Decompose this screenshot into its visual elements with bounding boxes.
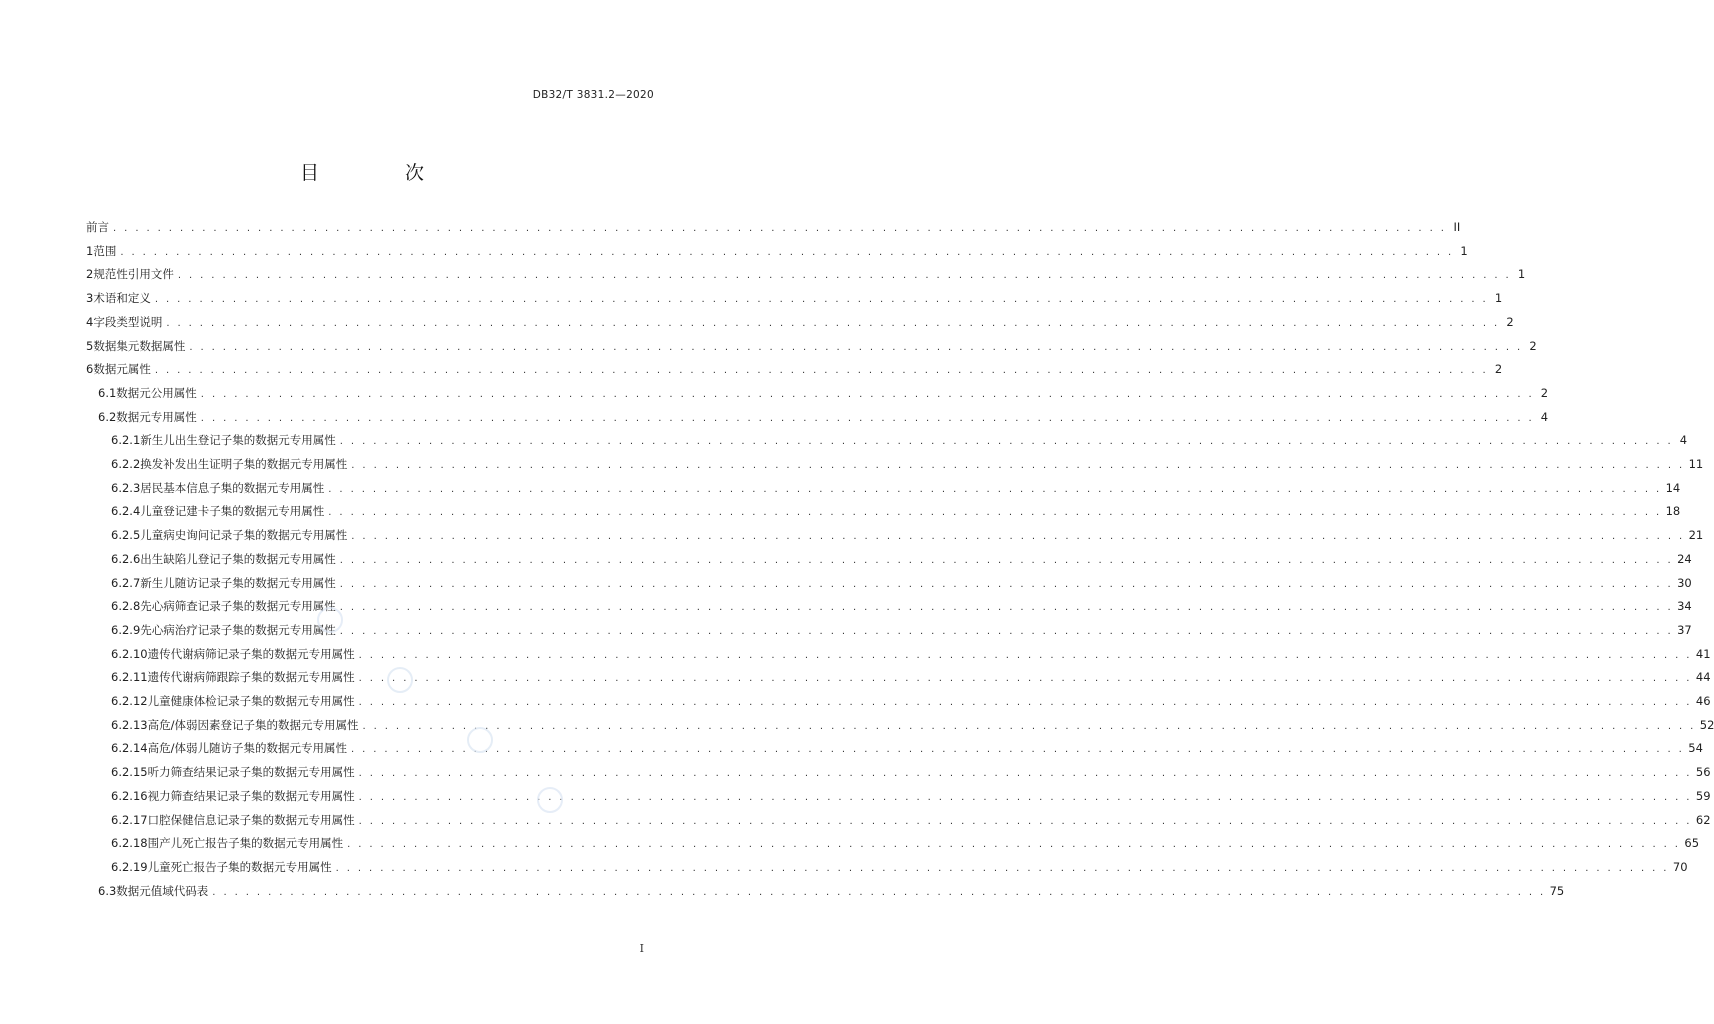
page-number: I	[639, 942, 644, 955]
toc-entry-number: 6.2.11	[111, 670, 148, 685]
toc-entry-label: 视力筛查结果记录子集的数据元专用属性	[147, 788, 355, 803]
toc-leader-dots: . . . . . . . . . . . . . . . . . . . . . . . . . . . . . . . . . . . . . . . . . . . . . . . . . . . . . . . . . . . . . . . . . . . . . . . . . . . . . . . . . . . . . . . . . . . . . . . . . . . . . . . . . . . . . . . . . . . . . . . .	[339, 625, 1674, 637]
toc-entry-number: 6.2.1	[111, 433, 141, 448]
toc-entry[interactable]	[111, 858, 1688, 876]
toc-entry-number: 6.2.2	[111, 457, 141, 471]
toc-entry[interactable]	[111, 431, 1688, 449]
toc-entry-label: 字段类型说明	[93, 314, 163, 329]
toc-entry-page: 1	[1494, 291, 1503, 306]
toc-leader-dots: . . . . . . . . . . . . . . . . . . . . . . . . . . . . . . . . . . . . . . . . . . . . . . . . . . . . . . . . . . . . . . . . . . . . . . . . . . . . . . . . . . . . . . . . . . . . . . . . . . . . . . . . . . . . . . . . . . . . . . . .	[200, 388, 1535, 400]
toc-entry[interactable]	[111, 787, 1711, 805]
toc-entry[interactable]	[86, 289, 1503, 307]
toc-entry-label: 新生儿随访记录子集的数据元专用属性	[140, 575, 336, 590]
toc-leader-dots: . . . . . . . . . . . . . . . . . . . . . . . . . . . . . . . . . . . . . . . . . . . . . . . . . . . . . . . . . . . . . . . . . . . . . . . . . . . . . . . . . . . . . . . . . . . . . . . . . . . . . . . . . . . . . . . . . . . . . . . .	[351, 531, 1685, 543]
toc-leader-dots: . . . . . . . . . . . . . . . . . . . . . . . . . . . . . . . . . . . . . . . . . . . . . . . . . . . . . . . . . . . . . . . . . . . . . . . . . . . . . . . . . . . . . . . . . . . . . . . . . . . . . . . . . . . . . . . . . . . . . . . .	[177, 270, 1512, 282]
toc-entry[interactable]	[111, 716, 1714, 734]
toc-entry-label: 数据元值域代码表	[116, 883, 209, 898]
toc-leader-dots: . . . . . . . . . . . . . . . . . . . . . . . . . . . . . . . . . . . . . . . . . . . . . . . . . . . . . . . . . . . . . . . . . . . . . . . . . . . . . . . . . . . . . . . . . . . . . . . . . . . . . . . . . . . . . . . . . . . . . . . .	[358, 649, 1692, 661]
toc-entry-page: 59	[1695, 788, 1711, 803]
toc-title: 目 次	[299, 162, 465, 184]
toc-entry-page: 4	[1540, 409, 1549, 424]
toc-leader-dots: . . . . . . . . . . . . . . . . . . . . . . . . . . . . . . . . . . . . . . . . . . . . . . . . . . . . . . . . . . . . . . . . . . . . . . . . . . . . . . . . . . . . . . . . . . . . . . . . . . . . . . . . . . . . . . . . . . . . . . . .	[339, 602, 1674, 614]
toc-entry-label: 高危/体弱因素登记子集的数据元专用属性	[147, 717, 359, 732]
toc-entry-page: 4	[1679, 433, 1688, 448]
toc-entry-label: 遗传代谢病筛记录子集的数据元专用属性	[147, 646, 355, 661]
toc-entry-page: 46	[1695, 694, 1711, 708]
toc-entry-page: 30	[1677, 575, 1692, 590]
toc-entry-label: 范围	[93, 243, 117, 258]
toc-leader-dots: . . . . . . . . . . . . . . . . . . . . . . . . . . . . . . . . . . . . . . . . . . . . . . . . . . . . . . . . . . . . . . . . . . . . . . . . . . . . . . . . . . . . . . . . . . . . . . . . . . . . . . . . . . . . . . . . . . . . . . . .	[120, 246, 1454, 258]
toc-entry-label: 先心病治疗记录子集的数据元专用属性	[140, 622, 336, 637]
toc-leader-dots: . . . . . . . . . . . . . . . . . . . . . . . . . . . . . . . . . . . . . . . . . . . . . . . . . . . . . . . . . . . . . . . . . . . . . . . . . . . . . . . . . . . . . . . . . . . . . . . . . . . . . . . . . . . . . . . . . . . . . . . .	[347, 839, 1681, 851]
toc-entry-label: 儿童病史询问记录子集的数据元专用属性	[140, 528, 348, 543]
toc-entry-page: 2	[1506, 314, 1514, 329]
toc-entry-number: 6.2.7	[111, 575, 141, 590]
toc-entry-number: 6.2.19	[111, 859, 148, 874]
toc-entry-page: 52	[1699, 717, 1714, 732]
toc-entry[interactable]	[111, 479, 1681, 497]
toc-leader-dots: . . . . . . . . . . . . . . . . . . . . . . . . . . . . . . . . . . . . . . . . . . . . . . . . . . . . . . . . . . . . . . . . . . . . . . . . . . . . . . . . . . . . . . . . . . . . . . . . . . . . . . . . . . . . . . . . . . . . . . . .	[166, 317, 1500, 329]
toc-entry-number: 6.2.10	[111, 646, 148, 661]
toc-entry-page: 70	[1672, 859, 1688, 874]
toc-leader-dots: . . . . . . . . . . . . . . . . . . . . . . . . . . . . . . . . . . . . . . . . . . . . . . . . . . . . . . . . . . . . . . . . . . . . . . . . . . . . . . . . . . . . . . . . . . . . . . . . . . . . . . . . . . . . . . . . . . . . . . . .	[339, 436, 1674, 448]
toc-leader-dots: . . . . . . . . . . . . . . . . . . . . . . . . . . . . . . . . . . . . . . . . . . . . . . . . . . . . . . . . . . . . . . . . . . . . . . . . . . . . . . . . . . . . . . . . . . . . . . . . . . . . . . . . . . . . . . . . . . . . . . . .	[358, 697, 1692, 708]
toc-entry[interactable]	[111, 668, 1711, 686]
toc-leader-dots: . . . . . . . . . . . . . . . . . . . . . . . . . . . . . . . . . . . . . . . . . . . . . . . . . . . . . . . . . . . . . . . . . . . . . . . . . . . . . . . . . . . . . . . . . . . . . . . . . . . . . . . . . . . . . . . . . . . . . . . .	[154, 365, 1489, 377]
toc-entry[interactable]	[111, 621, 1692, 639]
toc-entry-number: 3	[86, 291, 94, 306]
toc-leader-dots: . . . . . . . . . . . . . . . . . . . . . . . . . . . . . . . . . . . . . . . . . . . . . . . . . . . . . . . . . . . . . . . . . . . . . . . . . . . . . . . . . . . . . . . . . . . . . . . . . . . . . . . . . . . . . . . . . . . . . . . .	[350, 744, 1685, 756]
toc-entry-number: 6	[86, 362, 94, 377]
toc-entry-page: 41	[1695, 646, 1711, 661]
toc-entry-page: II	[1453, 220, 1461, 234]
toc-entry[interactable]	[86, 360, 1503, 378]
toc-entry[interactable]	[111, 550, 1692, 568]
toc-entry-number: 2	[86, 267, 94, 282]
toc-entry-label: 听力筛查结果记录子集的数据元专用属性	[147, 765, 355, 780]
toc-entry[interactable]	[86, 337, 1537, 355]
toc-entry-page: 2	[1540, 385, 1549, 400]
toc-entry[interactable]	[111, 502, 1681, 520]
toc-entry[interactable]	[98, 384, 1549, 402]
toc-entry-label: 先心病筛查记录子集的数据元专用属性	[140, 599, 336, 614]
toc-entry[interactable]	[111, 455, 1704, 473]
toc-entry-number: 5	[86, 338, 94, 353]
toc-entry[interactable]	[111, 811, 1711, 829]
toc-entry[interactable]	[86, 265, 1526, 283]
toc-leader-dots: . . . . . . . . . . . . . . . . . . . . . . . . . . . . . . . . . . . . . . . . . . . . . . . . . . . . . . . . . . . . . . . . . . . . . . . . . . . . . . . . . . . . . . . . . . . . . . . . . . . . . . . . . . . . . . . . . . . . . . . .	[339, 554, 1674, 566]
toc-entry-page: 56	[1695, 765, 1711, 780]
toc-entry-number: 6.2.17	[111, 812, 148, 827]
toc-entry-page: 62	[1695, 812, 1711, 827]
toc-entry[interactable]	[111, 763, 1711, 781]
toc-entry-number: 6.2	[98, 409, 117, 424]
toc-leader-dots: . . . . . . . . . . . . . . . . . . . . . . . . . . . . . . . . . . . . . . . . . . . . . . . . . . . . . . . . . . . . . . . . . . . . . . . . . . . . . . . . . . . . . . . . . . . . . . . . . . . . . . . . . . . . . . . . . . . . . . . .	[212, 886, 1546, 898]
toc-entry-number: 6.2.14	[111, 741, 148, 756]
toc-entry-page: 14	[1665, 480, 1681, 495]
toc-leader-dots: . . . . . . . . . . . . . . . . . . . . . . . . . . . . . . . . . . . . . . . . . . . . . . . . . . . . . . . . . . . . . . . . . . . . . . . . . . . . . . . . . . . . . . . . . . . . . . . . . . . . . . . . . . . . . . . . . . . . . . . .	[113, 223, 1447, 234]
toc-entry-label: 数据元公用属性	[116, 385, 197, 400]
toc-leader-dots: . . . . . . . . . . . . . . . . . . . . . . . . . . . . . . . . . . . . . . . . . . . . . . . . . . . . . . . . . . . . . . . . . . . . . . . . . . . . . . . . . . . . . . . . . . . . . . . . . . . . . . . . . . . . . . . . . . . . . . . .	[335, 862, 1669, 874]
toc-entry-page: 37	[1677, 622, 1692, 637]
toc-entry[interactable]	[86, 242, 1468, 260]
toc-leader-dots: . . . . . . . . . . . . . . . . . . . . . . . . . . . . . . . . . . . . . . . . . . . . . . . . . . . . . . . . . . . . . . . . . . . . . . . . . . . . . . . . . . . . . . . . . . . . . . . . . . . . . . . . . . . . . . . . . . . . . . . .	[328, 507, 1662, 519]
toc-leader-dots: . . . . . . . . . . . . . . . . . . . . . . . . . . . . . . . . . . . . . . . . . . . . . . . . . . . . . . . . . . . . . . . . . . . . . . . . . . . . . . . . . . . . . . . . . . . . . . . . . . . . . . . . . . . . . . . . . . . . . . . .	[328, 483, 1662, 495]
toc-entry-label: 新生儿出生登记子集的数据元专用属性	[140, 433, 336, 448]
toc-entry-page: 2	[1494, 362, 1503, 377]
toc-entry-number: 6.1	[98, 385, 117, 400]
toc-entry-label: 数据元属性	[93, 362, 151, 377]
toc-leader-dots: . . . . . . . . . . . . . . . . . . . . . . . . . . . . . . . . . . . . . . . . . . . . . . . . . . . . . . . . . . . . . . . . . . . . . . . . . . . . . . . . . . . . . . . . . . . . . . . . . . . . . . . . . . . . . . . . . . . . . . . .	[189, 341, 1523, 353]
toc-entry[interactable]	[111, 574, 1692, 592]
toc-leader-dots: . . . . . . . . . . . . . . . . . . . . . . . . . . . . . . . . . . . . . . . . . . . . . . . . . . . . . . . . . . . . . . . . . . . . . . . . . . . . . . . . . . . . . . . . . . . . . . . . . . . . . . . . . . . . . . . . . . . . . . . .	[358, 791, 1692, 803]
toc-entry-label: 术语和定义	[93, 291, 151, 306]
toc-entry[interactable]	[111, 645, 1711, 663]
toc-entry-label: 围产儿死亡报告子集的数据元专用属性	[147, 836, 344, 851]
toc-entry-page: 21	[1688, 528, 1704, 543]
toc-entry-label: 遗传代谢病筛跟踪子集的数据元专用属性	[147, 670, 355, 685]
toc-entry-label: 前言	[86, 220, 109, 234]
toc-leader-dots: . . . . . . . . . . . . . . . . . . . . . . . . . . . . . . . . . . . . . . . . . . . . . . . . . . . . . . . . . . . . . . . . . . . . . . . . . . . . . . . . . . . . . . . . . . . . . . . . . . . . . . . . . . . . . . . . . . . . . . . .	[358, 673, 1692, 685]
toc-entry[interactable]	[86, 313, 1514, 331]
toc-entry-number: 6.2.8	[111, 599, 141, 614]
toc-entry-number: 6.2.9	[111, 622, 141, 637]
toc-entry-label: 儿童死亡报告子集的数据元专用属性	[147, 859, 332, 874]
toc-entry-page: 24	[1677, 551, 1692, 566]
toc-leader-dots: . . . . . . . . . . . . . . . . . . . . . . . . . . . . . . . . . . . . . . . . . . . . . . . . . . . . . . . . . . . . . . . . . . . . . . . . . . . . . . . . . . . . . . . . . . . . . . . . . . . . . . . . . . . . . . . . . . . . . . . .	[351, 460, 1685, 471]
toc-entry-label: 数据集元数据属性	[93, 338, 186, 353]
toc-entry[interactable]	[111, 834, 1700, 852]
toc-entry-number: 6.2.5	[111, 528, 141, 543]
toc-entry-number: 6.2.13	[111, 717, 148, 732]
toc-leader-dots: . . . . . . . . . . . . . . . . . . . . . . . . . . . . . . . . . . . . . . . . . . . . . . . . . . . . . . . . . . . . . . . . . . . . . . . . . . . . . . . . . . . . . . . . . . . . . . . . . . . . . . . . . . . . . . . . . . . . . . . .	[358, 768, 1692, 780]
toc-entry[interactable]	[86, 218, 1461, 236]
toc-entry-page: 2	[1529, 338, 1537, 353]
toc-entry-label: 居民基本信息子集的数据元专用属性	[140, 480, 325, 495]
toc-entry-label: 出生缺陷儿登记子集的数据元专用属性	[140, 551, 336, 566]
toc-entry-number: 6.2.3	[111, 480, 141, 495]
toc-entry[interactable]	[98, 882, 1565, 900]
toc-entry-page: 1	[1460, 243, 1468, 258]
toc-entry-page: 1	[1517, 267, 1526, 282]
toc-entry-number: 6.2.18	[111, 836, 148, 851]
toc-entry-label: 儿童健康体检记录子集的数据元专用属性	[147, 694, 355, 708]
toc-entry-label: 数据元专用属性	[116, 409, 197, 424]
toc-entry-page: 18	[1665, 504, 1681, 519]
toc-leader-dots: . . . . . . . . . . . . . . . . . . . . . . . . . . . . . . . . . . . . . . . . . . . . . . . . . . . . . . . . . . . . . . . . . . . . . . . . . . . . . . . . . . . . . . . . . . . . . . . . . . . . . . . . . . . . . . . . . . . . . . . .	[154, 294, 1489, 306]
toc-entry-number: 4	[86, 314, 94, 329]
toc-entry[interactable]	[111, 739, 1703, 757]
toc-leader-dots: . . . . . . . . . . . . . . . . . . . . . . . . . . . . . . . . . . . . . . . . . . . . . . . . . . . . . . . . . . . . . . . . . . . . . . . . . . . . . . . . . . . . . . . . . . . . . . . . . . . . . . . . . . . . . . . . . . . . . . . .	[362, 720, 1696, 732]
toc-entry-label: 规范性引用文件	[93, 267, 174, 282]
toc-entry-number: 6.2.4	[111, 504, 141, 519]
toc-entry-label: 口腔保健信息记录子集的数据元专用属性	[147, 812, 355, 827]
toc-entry-page: 34	[1677, 599, 1692, 614]
standard-code: DB32/T 3831.2—2020	[532, 89, 654, 101]
toc-entry-page: 54	[1688, 741, 1703, 756]
toc-entry-label: 高危/体弱儿随访子集的数据元专用属性	[147, 741, 347, 756]
toc-entry-page: 75	[1549, 883, 1565, 898]
toc-entry-number: 6.2.6	[111, 551, 141, 566]
toc-entry[interactable]	[111, 597, 1692, 615]
toc-entry-number: 6.2.12	[111, 694, 148, 708]
toc-entry-number: 6.2.16	[111, 788, 148, 803]
toc-entry-number: 6.2.15	[111, 765, 148, 780]
toc-leader-dots: . . . . . . . . . . . . . . . . . . . . . . . . . . . . . . . . . . . . . . . . . . . . . . . . . . . . . . . . . . . . . . . . . . . . . . . . . . . . . . . . . . . . . . . . . . . . . . . . . . . . . . . . . . . . . . . . . . . . . . . .	[200, 412, 1535, 424]
toc-entry[interactable]	[111, 526, 1704, 544]
toc-entry-label: 换发补发出生证明子集的数据元专用属性	[140, 457, 348, 471]
toc-entry-label: 儿童登记建卡子集的数据元专用属性	[140, 504, 325, 519]
toc-entry-page: 44	[1695, 670, 1711, 685]
toc-leader-dots: . . . . . . . . . . . . . . . . . . . . . . . . . . . . . . . . . . . . . . . . . . . . . . . . . . . . . . . . . . . . . . . . . . . . . . . . . . . . . . . . . . . . . . . . . . . . . . . . . . . . . . . . . . . . . . . . . . . . . . . .	[339, 578, 1674, 590]
toc-entry[interactable]	[98, 408, 1549, 426]
toc-entry-number: 6.3	[98, 883, 117, 898]
toc-entry-number: 1	[86, 243, 94, 258]
toc-leader-dots: . . . . . . . . . . . . . . . . . . . . . . . . . . . . . . . . . . . . . . . . . . . . . . . . . . . . . . . . . . . . . . . . . . . . . . . . . . . . . . . . . . . . . . . . . . . . . . . . . . . . . . . . . . . . . . . . . . . . . . . .	[358, 815, 1692, 827]
toc-entry[interactable]	[111, 692, 1711, 710]
toc-entry-page: 11	[1688, 457, 1704, 471]
toc-entry-page: 65	[1684, 836, 1700, 851]
